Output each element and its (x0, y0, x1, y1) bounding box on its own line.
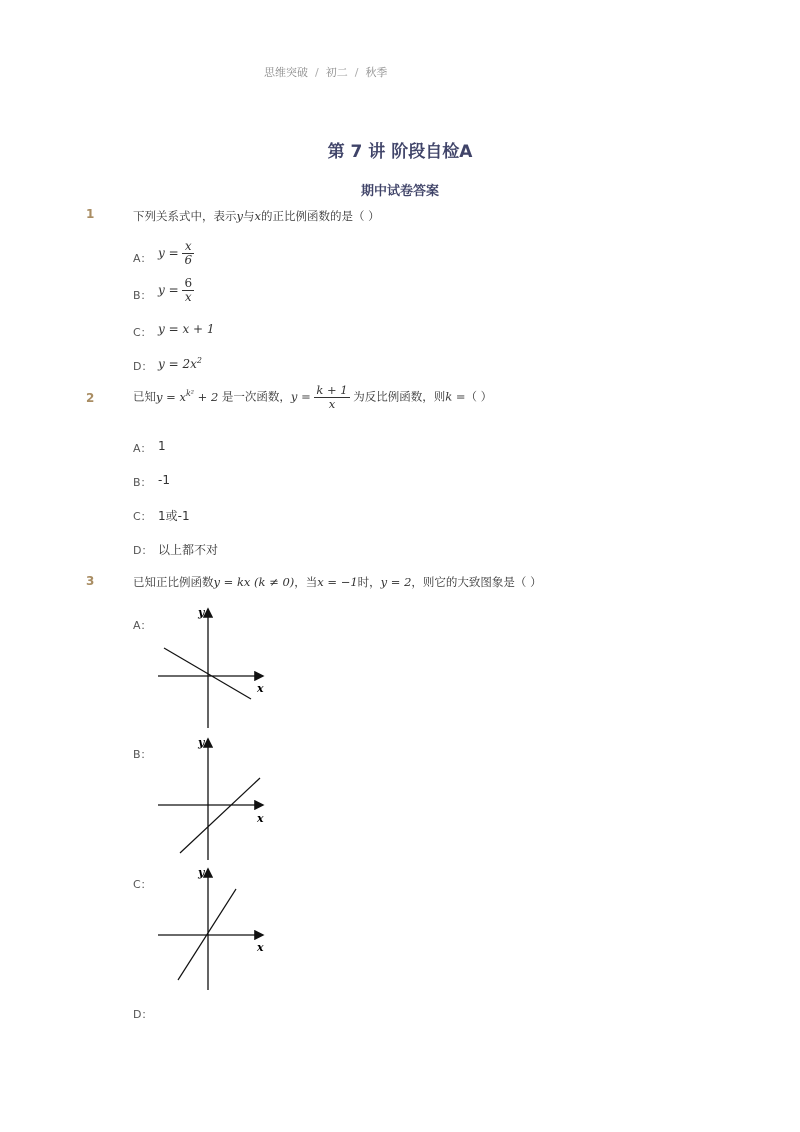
option-label[interactable]: D： (133, 544, 153, 557)
option-label[interactable]: B： (133, 476, 152, 489)
option-value[interactable]: $y = 2x^2$ (158, 356, 202, 371)
graph-option-b[interactable] (150, 734, 280, 864)
page-title: 第 7 讲 阶段自检A (327, 142, 473, 162)
option-value[interactable]: 1或-1 (158, 509, 190, 523)
y-axis-label: y (198, 606, 205, 619)
option-value[interactable]: 1 (158, 439, 166, 453)
option-label[interactable]: A： (133, 442, 152, 455)
option-value[interactable]: y = x + 1 (158, 322, 215, 336)
option-label[interactable]: D： (133, 1008, 153, 1021)
question-number: 1 (86, 207, 95, 221)
option-value[interactable]: -1 (158, 473, 170, 487)
section-title: 期中试卷答案 (360, 184, 439, 199)
question-number: 2 (86, 391, 95, 405)
y-axis-label: y (198, 736, 205, 749)
option-label[interactable]: C： (133, 510, 152, 523)
question-text: 已知正比例函数y = kx (k ≠ 0)，当x = −1时，y = 2，则它的大致图象是（ ） (133, 575, 542, 589)
breadcrumb-item[interactable]: 初二 (325, 66, 348, 79)
y-axis-label: y (198, 866, 205, 879)
option-label[interactable]: C： (133, 326, 152, 339)
option-value[interactable]: 以上都不对 (158, 543, 219, 557)
breadcrumb-separator: / (315, 66, 319, 79)
x-axis-label: x (257, 682, 264, 695)
question-text: 下列关系式中，表示y与x的正比例函数的是（ ） (133, 209, 380, 223)
function-line (180, 778, 260, 853)
breadcrumb-item[interactable]: 思维突破 (264, 66, 308, 79)
graph-option-c[interactable] (150, 864, 280, 994)
x-axis-label: x (257, 812, 264, 825)
option-label[interactable]: A： (133, 252, 152, 265)
graph-option-a[interactable] (150, 604, 280, 734)
x-axis-label: x (257, 941, 264, 954)
option-label[interactable]: B： (133, 748, 152, 761)
option-label[interactable]: D： (133, 360, 153, 373)
option-label[interactable]: B： (133, 289, 152, 302)
option-value[interactable]: y = $\frac{6}{x}$ (158, 276, 193, 305)
breadcrumb (264, 64, 387, 80)
option-label[interactable]: A： (133, 619, 152, 632)
option-label[interactable]: C： (133, 878, 152, 891)
breadcrumb-separator: / (354, 66, 359, 79)
breadcrumb-item[interactable]: 秋季 (365, 66, 388, 79)
option-value[interactable]: y = $\frac{x}{6}$ (158, 239, 193, 268)
question-number: 3 (86, 574, 95, 588)
question-text: 已知$y = x^{k^2} + 2$ 是一次函数，y = $\frac{k + 1}{x}$ 为反比例函数，则k =（ ） (133, 383, 493, 411)
